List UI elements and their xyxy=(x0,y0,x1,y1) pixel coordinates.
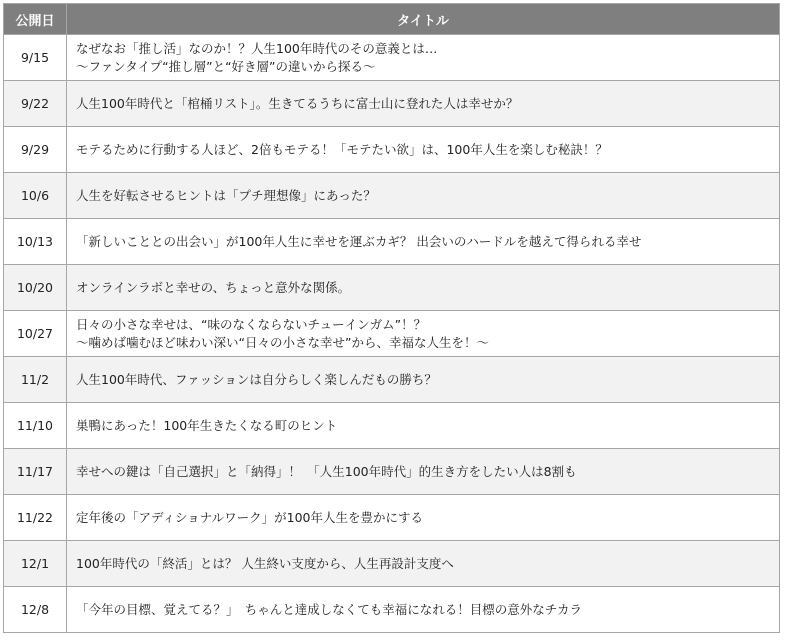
title-line: 幸せへの鍵は「自己選択」と「納得」！ 「人生100年時代」的生き方をしたい人は8割も xyxy=(76,463,577,479)
title-cell xyxy=(67,587,780,633)
title-cell xyxy=(67,35,780,81)
title-line: モテるために行動する人ほど、2倍もモテる！「モテたい欲」は、100年人生を楽しむ秘訣！？ xyxy=(76,141,608,157)
title-cell xyxy=(67,449,780,495)
title-cell xyxy=(67,265,780,311)
articles-table xyxy=(3,3,780,633)
title-line: ～ファンタイプ“推し層”と“好き層”の違いから探る～ xyxy=(76,58,376,74)
publish-date-cell: 10/20 xyxy=(4,265,67,311)
table-row xyxy=(4,173,780,219)
title-cell xyxy=(67,357,780,403)
publish-date-cell: 10/13 xyxy=(4,219,67,265)
title-cell xyxy=(67,541,780,587)
title-cell xyxy=(67,127,780,173)
title-cell xyxy=(67,403,780,449)
publish-date-cell: 11/17 xyxy=(4,449,67,495)
publish-date-cell: 10/6 xyxy=(4,173,67,219)
title-line: オンラインラボと幸せの、ちょっと意外な関係。 xyxy=(76,279,351,295)
table-row xyxy=(4,449,780,495)
title-line: 日々の小さな幸せは、“味のなくならないチューインガム”！？ xyxy=(76,316,427,332)
title-line: 「今年の目標、覚えてる？」 ちゃんと達成しなくても幸福になれる！目標の意外なチカラ xyxy=(76,601,583,617)
title-line: 人生100年時代と「棺桶リスト」。生きてるうちに富士山に登れた人は幸せか？ xyxy=(76,95,519,111)
table-row xyxy=(4,311,780,357)
title-cell xyxy=(67,495,780,541)
table-row xyxy=(4,219,780,265)
title-line: ～噛めば噛むほど味わい深い“日々の小さな幸せ”から、幸福な人生を！～ xyxy=(76,334,489,350)
header-title: タイトル xyxy=(67,4,780,35)
title-line: 巣鴨にあった！100年生きたくなる町のヒント xyxy=(76,417,338,433)
header-date: 公開日 xyxy=(4,4,67,35)
table-row xyxy=(4,127,780,173)
title-cell xyxy=(67,81,780,127)
publish-date-cell: 12/8 xyxy=(4,587,67,633)
table-row xyxy=(4,587,780,633)
title-line: 定年後の「アディショナルワーク」が100年人生を豊かにする xyxy=(76,509,423,525)
table-row xyxy=(4,403,780,449)
title-cell xyxy=(67,311,780,357)
table-row xyxy=(4,265,780,311)
publish-date-cell: 11/10 xyxy=(4,403,67,449)
title-cell xyxy=(67,173,780,219)
publish-date-cell: 9/29 xyxy=(4,127,67,173)
publish-date-cell: 10/27 xyxy=(4,311,67,357)
table-row xyxy=(4,495,780,541)
header-row xyxy=(4,4,780,35)
publish-date-cell: 9/22 xyxy=(4,81,67,127)
title-line: 人生を好転させるヒントは「プチ理想像」にあった？ xyxy=(76,187,376,203)
publish-date-cell: 11/2 xyxy=(4,357,67,403)
table-row xyxy=(4,357,780,403)
title-line: 人生100年時代、ファッションは自分らしく楽しんだもの勝ち？ xyxy=(76,371,437,387)
publish-date-cell: 11/22 xyxy=(4,495,67,541)
publish-date-cell: 9/15 xyxy=(4,35,67,81)
table-row xyxy=(4,541,780,587)
title-line: 「新しいこととの出会い」が100年人生に幸せを運ぶカギ？ 出会いのハードルを越えて得られる幸せ xyxy=(76,233,642,249)
table-row xyxy=(4,81,780,127)
publish-date-cell: 12/1 xyxy=(4,541,67,587)
table-row xyxy=(4,35,780,81)
title-cell xyxy=(67,219,780,265)
title-line: なぜなお「推し活」なのか！？人生100年時代のその意義とは… xyxy=(76,40,438,56)
title-line: 100年時代の「終活」とは？ 人生終い支度から、人生再設計支度へ xyxy=(76,555,454,571)
